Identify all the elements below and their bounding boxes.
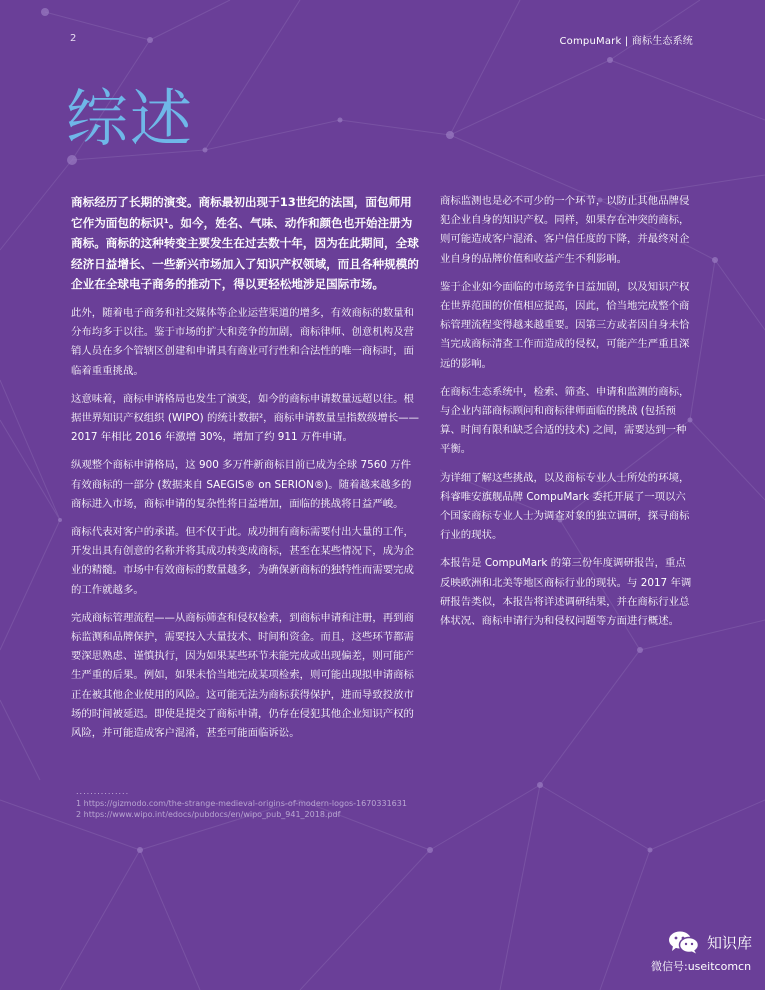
body-paragraph: 纵观整个商标申请格局，这 900 多万件新商标目前已成为全球 7560 万件有效商标的一部分 (数据来自 SAEGIS® on SERION®)。随着越来越多的商标进入市场，商标申请的复杂性将日益增加，面临的挑战将日益严峻。 bbox=[71, 459, 412, 510]
page-number: 2 bbox=[70, 33, 77, 44]
body-paragraph: 这意味着，商标申请格局也发生了演变，如今的商标申请数量远超以往。根据世界知识产权组织 (WIPO) 的统计数据²，商标申请数量呈指数级增长——2017 年相比 2016 年激增 30%，增加了约 911 万件申请。 bbox=[71, 392, 419, 444]
body-paragraph: 商标代表对客户的承诺。但不仅于此。成功拥有商标需要付出大量的工作，开发出具有创意的名称并将其成功转变成商标，甚至在某些情况下，成为企业的精髓。市场中有效商标的数量越多，为确保新商标的独特性而需要完成的工作就越多。 bbox=[71, 526, 414, 596]
lead-paragraph: 商标经历了长期的演变。商标最初出现于13世纪的法国，面包师用它作为面包的标识¹。如今，姓名、气味、动作和颜色也开始注册为商标。商标的这种转变主要发生在过去数十年，因为在此期间，全球经济日益增长、一些新兴市场加入了知识产权领域，而且各种规模的企业在全球电子商务的推动下，得以更轻松地涉足国际市场。 bbox=[71, 195, 419, 292]
page-title: 综述 bbox=[66, 82, 195, 155]
footnotes bbox=[76, 787, 436, 820]
running-header: CompuMark | 商标生态系统 bbox=[559, 36, 693, 47]
right-column bbox=[440, 192, 694, 640]
watermark-title: 知识库 bbox=[707, 934, 753, 952]
wechat-icon bbox=[668, 930, 700, 954]
body-paragraph: 商标监测也是必不可少的一个环节，以防止其他品牌侵犯企业自身的知识产权。同样，如果存在冲突的商标，则可能造成客户混淆、客户信任度的下降，并最终对企业自身的品牌价值和收益产生不利影响。 bbox=[440, 195, 690, 265]
body-paragraph: 鉴于企业如今面临的市场竞争日益加剧，以及知识产权在世界范围的价值相应提高，因此，恰当地完成整个商标管理流程变得越来越重要。因第三方或者因自身未恰当完成商标清查工作而造成的侵权，可能产生严重且深远的影响。 bbox=[440, 280, 690, 370]
body-paragraph: 完成商标管理流程——从商标筛查和侵权检索，到商标申请和注册，再到商标监测和品牌保护，需要投入大量技术、时间和资金。而且，这些环节都需要深思熟虑、谨慎执行，因为如果某些环节未能完成或出现偏差，则可能产生严重的后果。例如，如果未恰当地完成某项检索，则可能出现拟申请商标正在被其他企业使用的风险。这可能无法为商标获得保护，进而导致投放市场的时间被延迟。即使是提交了商标申请，仍存在侵犯其他企业知识产权的风险，并可能造成客户混淆，甚至可能面临诉讼。 bbox=[71, 611, 414, 740]
body-paragraph: 本报告是 CompuMark 的第三份年度调研报告，重点反映欧洲和北美等地区商标行业的现状。与 2017 年调研报告类似，本报告将详述调研结果，并在商标行业总体状况、商标申请行为和侵权问题等方面进行概述。 bbox=[440, 557, 692, 628]
footnote-separator: ............... bbox=[76, 787, 130, 796]
footnote-1[interactable]: 1 https://gizmodo.com/the-strange-medieval-origins-of-modern-logos-1670331631 bbox=[76, 799, 407, 808]
body-paragraph: 在商标生态系统中，检索、筛查、申请和监测的商标，与企业内部商标顾问和商标律师面临的挑战 (包括预算、时间有限和缺乏合适的技术) 之间，需要达到一种平衡。 bbox=[440, 385, 690, 456]
footnote-2[interactable]: 2 https://www.wipo.int/edocs/pubdocs/en/wipo_pub_941_2018.pdf bbox=[76, 810, 341, 819]
left-column bbox=[71, 192, 421, 752]
body-paragraph: 为详细了解这些挑战，以及商标专业人士所处的环境，科睿唯安旗舰品牌 CompuMark 委托开展了一项以六个国家商标专业人士为调查对象的独立调研，探寻商标行业的现状。 bbox=[440, 471, 690, 542]
wechat-watermark bbox=[651, 928, 761, 978]
body-paragraph: 此外，随着电子商务和社交媒体等企业运营渠道的增多，有效商标的数量和分布均多于以往。鉴于市场的扩大和竞争的加剧，商标律师、创意机构及营销人员在多个管辖区创建和申请具有商业可行性和合法性的唯一商标时，面临着重重挑战。 bbox=[71, 306, 414, 377]
watermark-account: 微信号:useitcomcn bbox=[651, 960, 752, 973]
